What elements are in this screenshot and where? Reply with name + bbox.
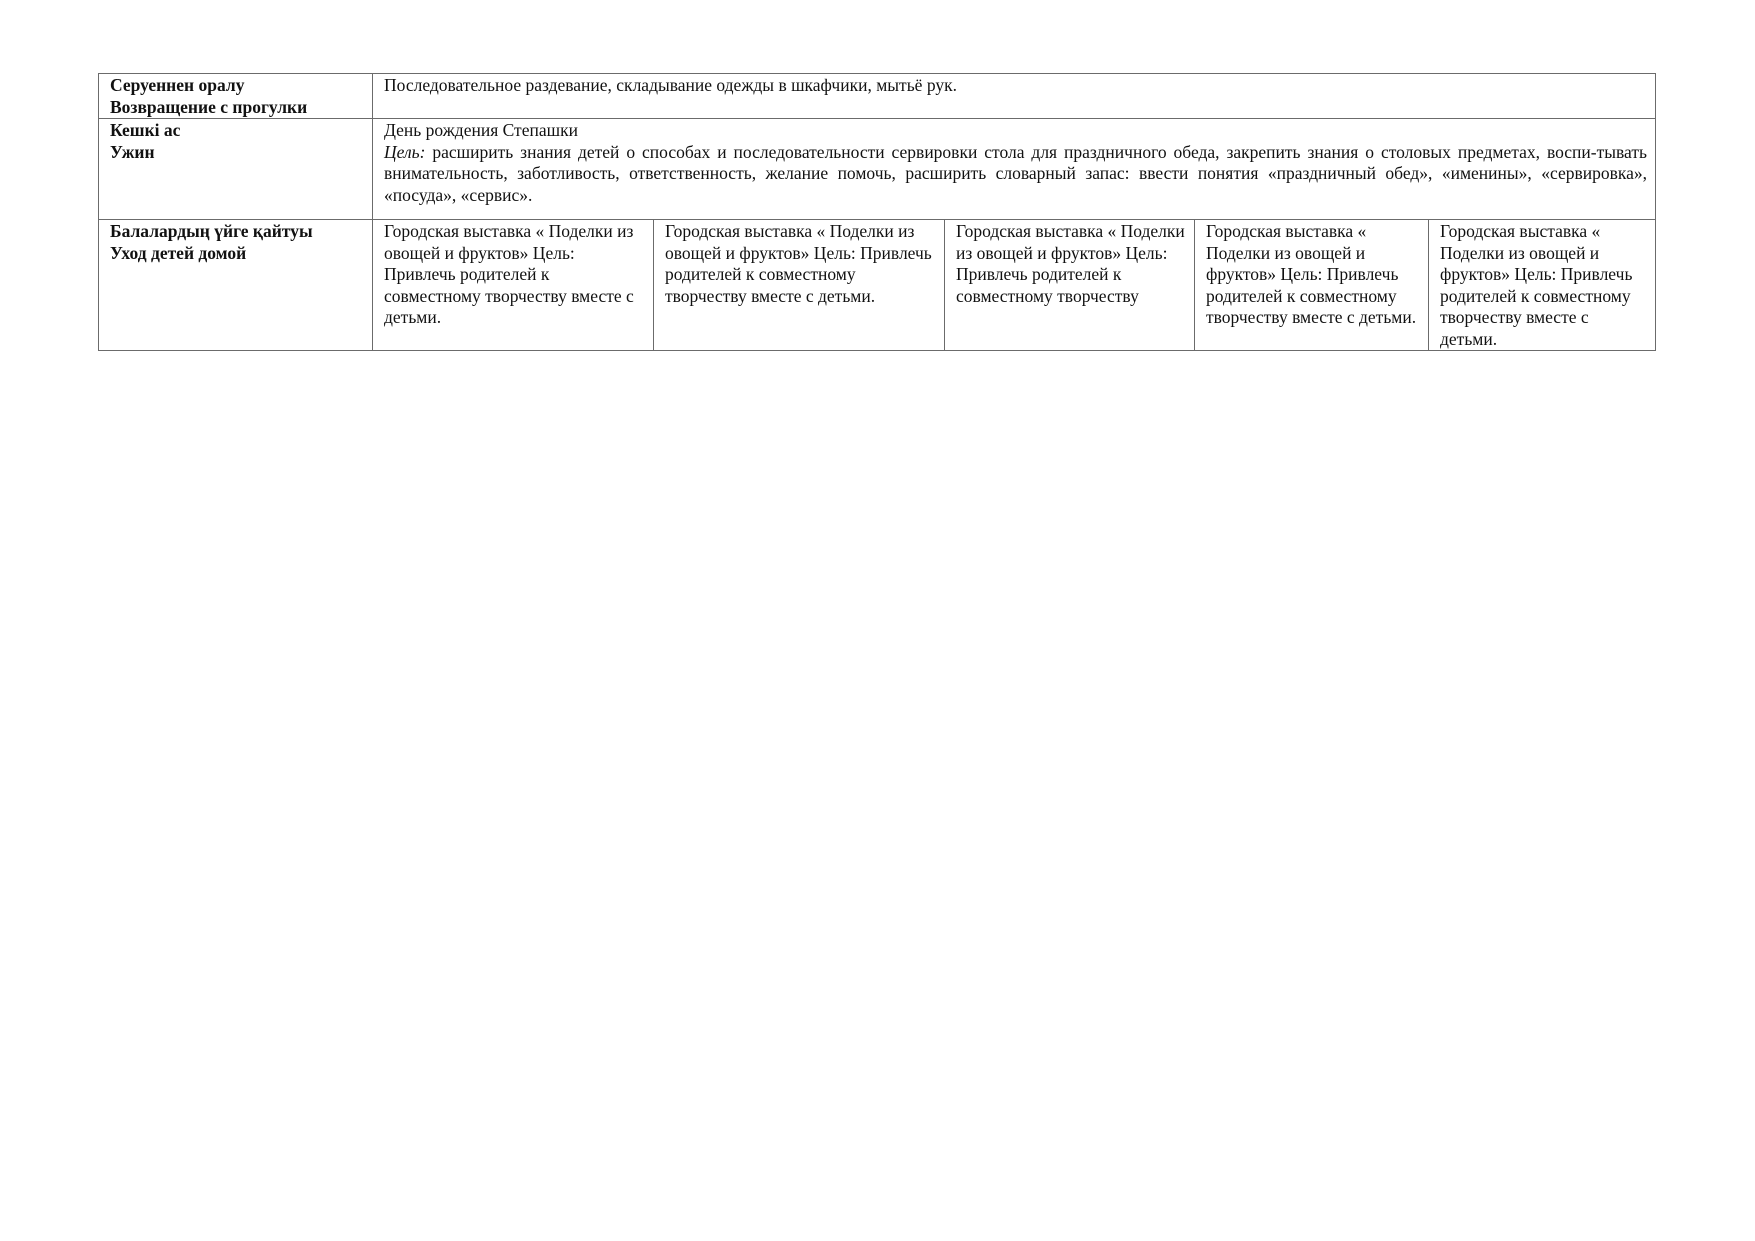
table-row-going-home	[99, 220, 1656, 351]
label-ru: Ужин	[110, 141, 155, 162]
going-home-day-cell: Городская выставка « Поделки из овощей и фруктов» Цель: Привлечь родителей к совместному творчеству вместе с детьми.	[654, 220, 945, 351]
going-home-day-cell: Городская выставка « Поделки из овощей и фруктов» Цель: Привлечь родителей к совместному творчеству вместе с детьми.	[373, 220, 654, 351]
label-kz: Серуеннен оралу	[110, 75, 245, 95]
dinner-content	[373, 119, 1656, 220]
dinner-title: День рождения Степашки	[384, 120, 578, 140]
going-home-day-cell: Городская выставка « Поделки из овощей и фруктов» Цель: Привлечь родителей к совместному творчеству вместе с детьми.	[1195, 220, 1429, 351]
label-kz: Кешкі ас	[110, 120, 181, 140]
goal-label: Цель:	[384, 141, 426, 162]
row-label-dinner	[99, 119, 373, 220]
going-home-day-cell: Городская выставка « Поделки из овощей и фруктов» Цель: Привлечь родителей к совместному творчеству	[945, 220, 1195, 351]
row-label-going-home	[99, 220, 373, 351]
label-ru: Возвращение с прогулки	[110, 96, 308, 117]
goal-text: расширить знания детей о способах и последовательности сервировки стола для праздничного обеда, закрепить знания о столовых предметах, воспи-тывать внимательность, заботливость, ответственность, желание помочь, расширить словарный запас: ввести понятия «праздничный обед», «именины», «сервировка», «посуда», «сервис».	[384, 141, 1647, 205]
row-label-return-from-walk	[99, 74, 373, 119]
daily-plan-table	[98, 73, 1656, 351]
table-row-dinner	[99, 119, 1656, 220]
table-row-return-from-walk	[99, 74, 1656, 119]
return-from-walk-content: Последовательное раздевание, складывание одежды в шкафчики, мытьё рук.	[373, 74, 1656, 119]
going-home-day-cell: Городская выставка « Поделки из овощей и фруктов» Цель: Привлечь родителей к совместному творчеству вместе с детьми.	[1429, 220, 1656, 351]
label-ru: Уход детей домой	[110, 242, 247, 263]
label-kz: Балалардың үйге қайтуы	[110, 221, 313, 241]
